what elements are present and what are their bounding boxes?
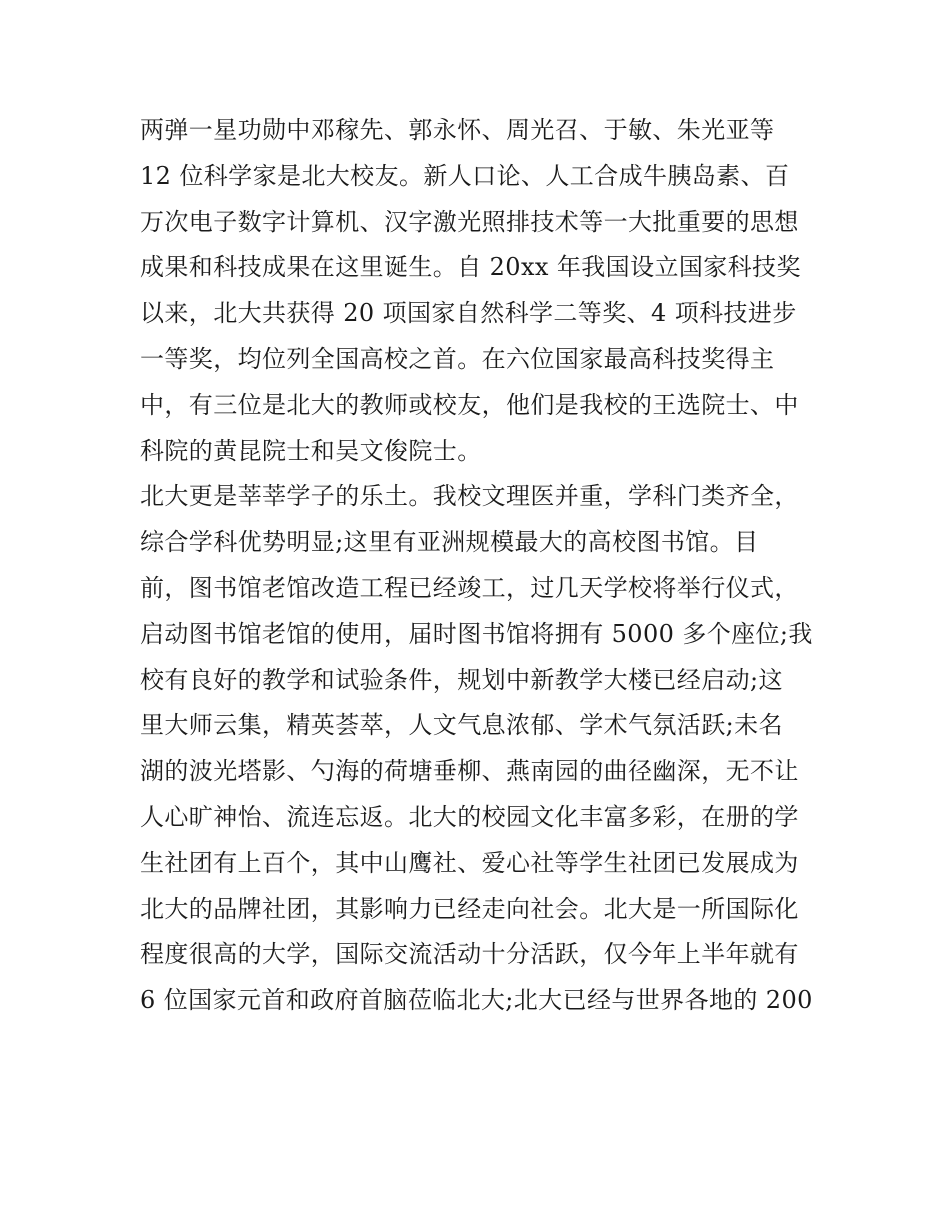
text-line: 人心旷神怡、流连忘返。北大的校园文化丰富多彩，在册的学 [140, 802, 799, 831]
text-line: 生社团有上百个，其中山鹰社、爱心社等学生社团已发展成为 [140, 848, 799, 877]
text-line: 启动图书馆老馆的使用，届时图书馆将拥有 5000 多个座位;我 [140, 619, 813, 648]
text-line: 前，图书馆老馆改造工程已经竣工，过几天学校将举行仪式， [140, 573, 799, 602]
text-line: 一等奖，均位列全国高校之首。在六位国家最高科技奖得主 [140, 344, 775, 373]
text-line: 以来，北大共获得 20 项国家自然科学二等奖、4 项科技进步 [140, 299, 797, 328]
text-line: 里大师云集，精英荟萃，人文气息浓郁、学术气氛活跃;未名 [140, 711, 783, 740]
text-line: 程度很高的大学，国际交流活动十分活跃，仅今年上半年就有 [140, 940, 799, 969]
text-line: 北大更是莘莘学子的乐土。我校文理医并重，学科门类齐全， [140, 482, 799, 511]
text-line: 北大的品牌社团，其影响力已经走向社会。北大是一所国际化 [140, 894, 799, 923]
body-text [140, 108, 830, 1024]
text-line: 万次电子数字计算机、汉字激光照排技术等一大批重要的思想 [140, 207, 799, 236]
text-line: 6 位国家元首和政府首脑莅临北大;北大已经与世界各地的 200 [140, 986, 813, 1015]
text-line: 中，有三位是北大的教师或校友，他们是我校的王选院士、中 [140, 390, 799, 419]
text-line: 湖的波光塔影、勺海的荷塘垂柳、燕南园的曲径幽深，无不让 [140, 757, 799, 786]
text-line: 两弹一星功勋中邓稼先、郭永怀、周光召、于敏、朱光亚等 [140, 116, 775, 144]
text-line: 成果和科技成果在这里诞生。自 20xx 年我国设立国家科技奖 [140, 253, 801, 282]
text-line: 科院的黄昆院士和吴文俊院士。 [140, 436, 482, 465]
text-line: 校有良好的教学和试验条件，规划中新教学大楼已经启动;这 [140, 665, 783, 694]
text-line: 综合学科优势明显;这里有亚洲规模最大的高校图书馆。目 [140, 528, 759, 557]
text-line: 12 位科学家是北大校友。新人口论、人工合成牛胰岛素、百 [140, 161, 790, 190]
